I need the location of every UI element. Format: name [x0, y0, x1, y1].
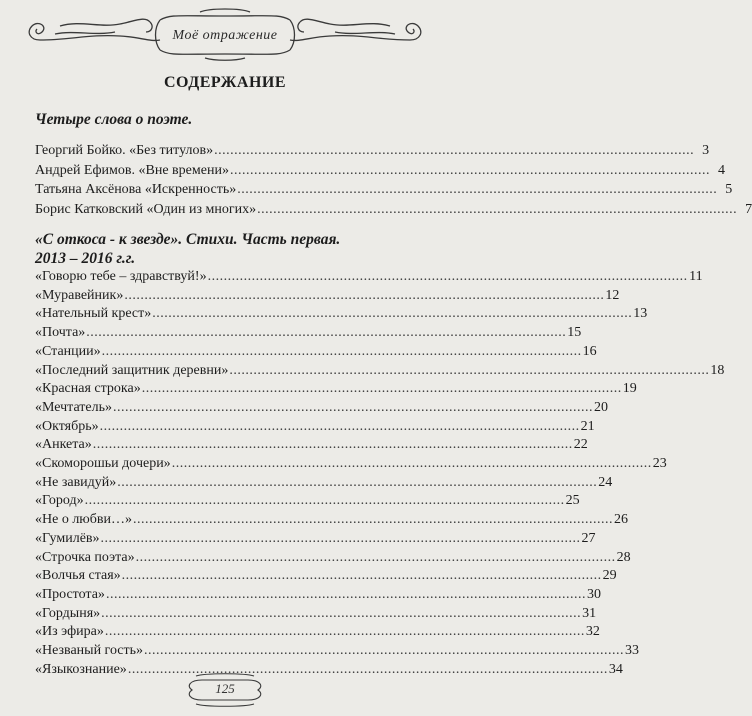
toc-entry	[35, 623, 600, 641]
toc-entry-title: «Последний защитник деревни»	[35, 362, 229, 378]
toc-entry	[35, 324, 582, 342]
toc-page-number: 16	[582, 343, 597, 359]
section-heading: Четыре слова о поэте.	[35, 111, 193, 128]
toc-leader-dots: ........................................................................................................................	[229, 162, 710, 178]
toc-page-number: 4	[717, 162, 725, 178]
toc-entry-title: «Не завидуй»	[35, 474, 117, 490]
toc-entry-title: «Станции»	[35, 343, 101, 359]
page-title: СОДЕРЖАНИЕ	[163, 74, 287, 91]
toc-entry-title: «Говорю тебе – здравствуй!»	[35, 269, 207, 284]
toc-entry-title: «Волчья стая»	[35, 568, 121, 584]
toc-page-number: 19	[622, 381, 637, 397]
toc-leader-dots: ........................................................................................................................	[237, 182, 718, 197]
toc-page-number: 28	[616, 549, 631, 565]
toc-leader-dots: ........................................................................................................................	[127, 661, 608, 677]
toc-leader-dots: ........................................................................................................................	[214, 143, 695, 158]
toc-entry-title: Татьяна Аксёнова «Искренность»	[35, 182, 237, 197]
toc-entry	[35, 268, 703, 286]
section-heading: «С откоса - к звезде». Стихи. Часть первая.	[35, 231, 341, 248]
toc-page-number: 15	[567, 325, 582, 341]
toc-page-number: 5	[725, 182, 733, 197]
toc-entry	[35, 436, 588, 454]
toc-page-number: 29	[602, 568, 617, 584]
toc-entry-title: «Город»	[35, 493, 84, 509]
toc-entry-title: «Скоморошьи дочери»	[35, 456, 171, 471]
toc-entry-title: «Анкета»	[35, 437, 92, 453]
toc-leader-dots: ........................................................................................................................	[92, 437, 573, 453]
toc-page-number: 23	[652, 456, 667, 471]
toc-entry	[35, 162, 725, 180]
toc-entry	[35, 511, 628, 529]
toc-page-number: 12	[605, 287, 620, 303]
toc-entry	[35, 492, 580, 510]
toc-entry	[35, 380, 637, 398]
toc-entry-title: «Октябрь»	[35, 418, 99, 434]
toc-entry	[35, 605, 597, 623]
toc-leader-dots: ........................................................................................................................	[171, 456, 652, 471]
toc-page-number: 7	[745, 201, 752, 217]
toc-entry	[35, 530, 596, 548]
toc-page-number: 31	[582, 605, 597, 621]
toc-page-number: 33	[625, 643, 640, 658]
toc-page-number: 27	[581, 530, 596, 546]
toc-page-number: 11	[689, 269, 703, 284]
toc-entry	[35, 586, 601, 604]
section-heading-years: 2013 – 2016 г.г.	[35, 250, 136, 267]
toc-entry	[35, 474, 613, 492]
toc-page-number: 3	[702, 143, 710, 158]
toc-page-number: 34	[608, 661, 623, 677]
toc-page-number: 32	[585, 624, 600, 640]
toc-leader-dots: ........................................................................................................................	[257, 201, 738, 217]
toc-entry-title: Георгий Бойко. «Без титулов»	[35, 143, 214, 158]
toc-page-number: 25	[565, 493, 580, 509]
toc-entry-title: Андрей Ефимов. «Вне времени»	[35, 162, 229, 178]
page-number: 125	[215, 681, 235, 696]
toc-leader-dots: ........................................................................................................................	[113, 399, 594, 415]
toc-leader-dots: ........................................................................................................................	[229, 362, 710, 378]
toc-entry	[35, 399, 609, 417]
toc-entry-title: «Незваный гость»	[35, 643, 144, 658]
toc-entry-title: Борис Катковский «Один из многих»	[35, 201, 257, 217]
toc-entry-title: «Нательный крест»	[35, 306, 152, 322]
toc-entry	[35, 455, 667, 473]
toc-page-number: 30	[586, 586, 601, 602]
toc-entry-title: «Не о любви…»	[35, 512, 132, 528]
toc-leader-dots: ........................................................................................................................	[105, 586, 586, 602]
toc-leader-dots: ........................................................................................................................	[99, 418, 580, 434]
running-header-title: Моё отражение	[172, 28, 278, 43]
toc-entry	[35, 418, 595, 436]
toc-page-number: 20	[594, 399, 609, 415]
toc-leader-dots: ........................................................................................................................	[101, 605, 582, 621]
toc-page-number: 24	[598, 474, 613, 490]
toc-page-number: 13	[633, 306, 648, 322]
toc-leader-dots: ........................................................................................................................	[144, 643, 625, 658]
toc-entry-title: «Муравейник»	[35, 287, 124, 303]
toc-entry	[35, 343, 597, 361]
toc-leader-dots: ........................................................................................................................	[86, 325, 567, 341]
toc-entry-title: «Гумилёв»	[35, 530, 100, 546]
toc-entry-title: «Гордыня»	[35, 605, 101, 621]
page-header-ornament	[0, 6, 450, 62]
toc-leader-dots: ........................................................................................................................	[135, 549, 616, 565]
toc-leader-dots: ........................................................................................................................	[101, 343, 582, 359]
toc-entry	[35, 287, 620, 305]
toc-entry-title: «Языкознание»	[35, 661, 127, 677]
toc-entry	[35, 142, 710, 160]
toc-leader-dots: ........................................................................................................................	[100, 530, 581, 546]
toc-page-number: 22	[573, 437, 588, 453]
toc-entry-title: «Простота»	[35, 586, 105, 602]
toc-entry-title: «Строчка поэта»	[35, 549, 135, 565]
toc-leader-dots: ........................................................................................................................	[117, 474, 598, 490]
toc-entry	[35, 362, 725, 380]
toc-entry	[35, 181, 733, 199]
toc-page-number: 21	[580, 418, 595, 434]
toc-entry	[35, 642, 640, 660]
toc-leader-dots: ........................................................................................................................	[84, 493, 565, 509]
toc-leader-dots: ........................................................................................................................	[104, 624, 585, 640]
toc-entry-title: «Мечтатель»	[35, 399, 113, 415]
toc-entry-title: «Красная строка»	[35, 381, 141, 397]
toc-leader-dots: ........................................................................................................................	[207, 269, 688, 284]
toc-leader-dots: ........................................................................................................................	[141, 381, 622, 397]
toc-entry	[35, 305, 648, 323]
toc-page-number: 26	[614, 512, 628, 528]
toc-entry	[35, 201, 752, 219]
toc-entry-title: «Из эфира»	[35, 624, 104, 640]
toc-leader-dots: ........................................................................................................................	[121, 568, 602, 584]
toc-page-number: 18	[710, 362, 725, 378]
toc-entry	[35, 549, 631, 567]
toc-entry	[35, 567, 617, 585]
toc-entry-title: «Почта»	[35, 325, 86, 341]
toc-leader-dots: ........................................................................................................................	[133, 512, 613, 528]
toc-leader-dots: ........................................................................................................................	[152, 306, 633, 322]
toc-leader-dots: ........................................................................................................................	[124, 287, 605, 303]
